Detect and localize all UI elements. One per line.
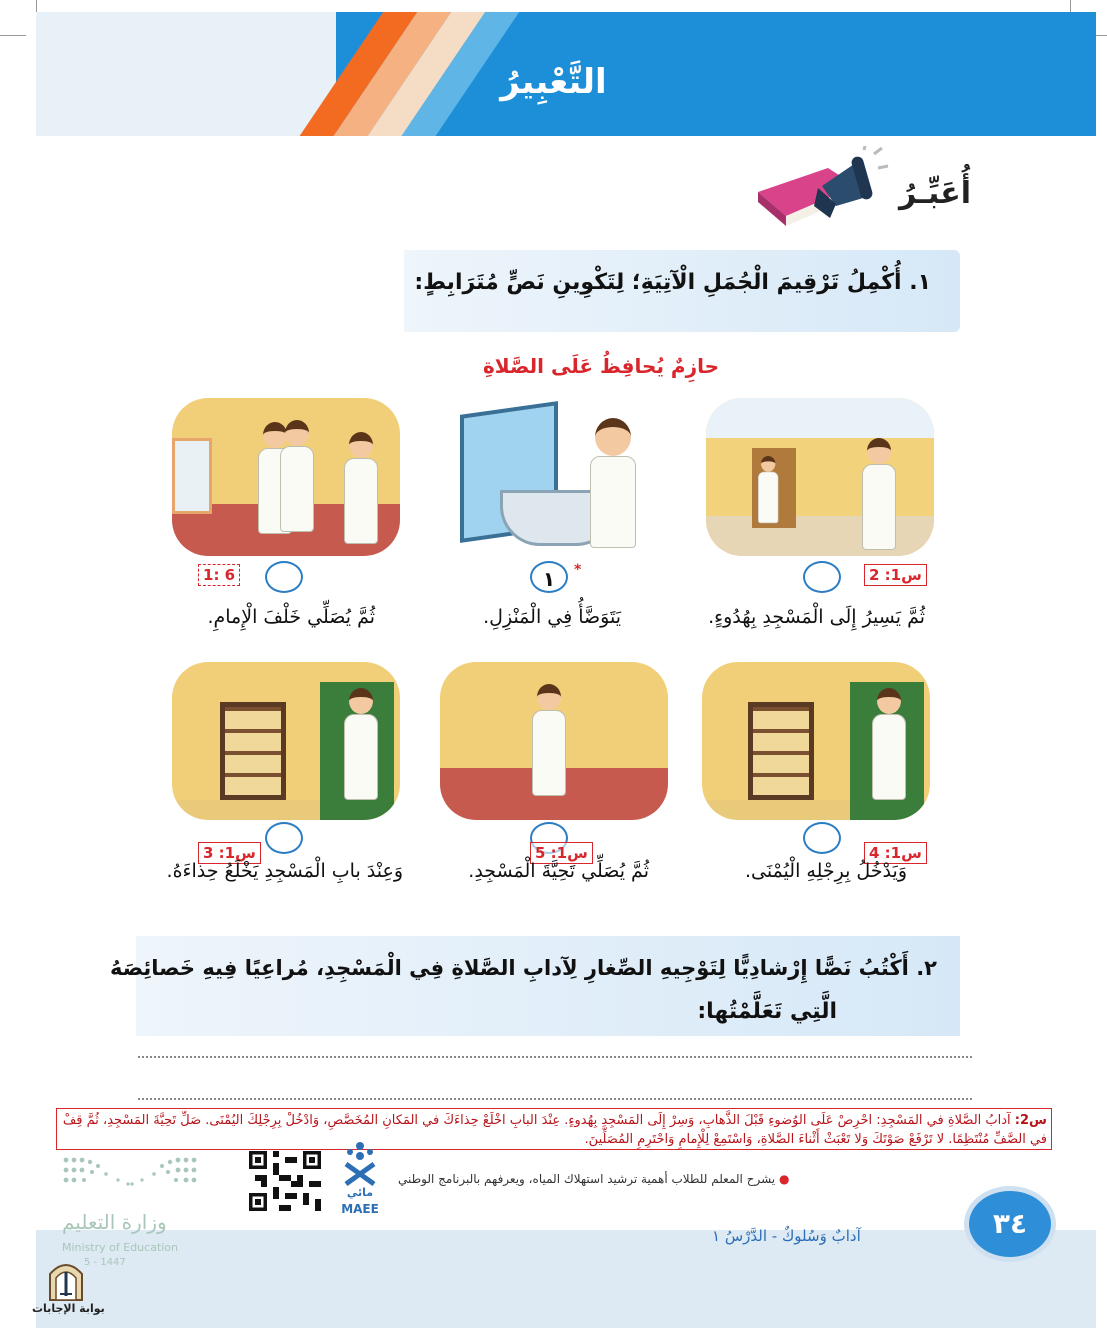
writing-line[interactable] (138, 1098, 972, 1100)
teacher-note-text: يشرح المعلم للطلاب أهمية ترشيد استهلاك المياه، ويعرفهم بالبرنامج الوطني (398, 1172, 776, 1186)
answer-label: س1: 5 (530, 842, 593, 864)
answer-box (56, 1108, 1052, 1150)
portal-logo-icon (46, 1256, 86, 1302)
picture-entering-right-foot (702, 662, 930, 820)
ministry-logo-icon (62, 1154, 198, 1194)
portal-name: بوابة الإجابات (32, 1302, 105, 1315)
sentence-item: وَعِنْدَ بابِ الْمَسْجِدِ يَخْلَعُ حِذاءَهُ. (166, 860, 403, 882)
exercise2-line2: الَّتِي تَعَلَّمْتُها: (697, 999, 837, 1024)
sentence-item: ثُمَّ يُصَلِّي خَلْفَ الْإِمامِ. (207, 606, 375, 628)
picture-wudu-at-sink (440, 398, 668, 556)
answer-box-text: آدابُ الصَّلاةِ في المَسْجِدِ: احْرِصْ عَلَى الوُضوءِ قَبْلَ الذَّهابِ، وَسِرْ إِلَى المَسْجِدِ بِهُدوءٍ. عِنْدَ البابِ اخْلَعْ حِذاءَكَ في المَكانِ المُخَصَّصِ، وَادْخُلْ بِرِجْلِكَ اليُمْنَى. صَلِّ تَحِيَّةَ المَسْجِدِ، ثُمَّ قِفْ في الصَّفِّ مُنْتَظِمًا. لا تَرْفَعْ صَوْتَكَ وَلا تَعْبَثْ أَثْناءَ الصَّلاةِ، وَاسْتَمِعْ لِلْإِمامِ وَاحْتَرِمِ المُصَلِّينَ. (62, 1113, 1047, 1147)
picture-walking-to-mosque (706, 398, 934, 556)
sentence-item: ثُمَّ يُصَلِّي تَحِيَّةَ الْمَسْجِدِ. (468, 860, 649, 882)
answer-box-label: س2: (1014, 1113, 1047, 1128)
book-megaphone-icon (752, 146, 892, 236)
picture-removing-shoes (172, 662, 400, 820)
picture-praying-behind-imam (172, 398, 400, 556)
sentence-item: وَيَدْخُلُ بِرِجْلِهِ الْيُمْنَى. (744, 860, 907, 882)
exercise1-instruction: ١. أُكْمِلُ تَرْقِيمَ الْجُمَلِ الْآتِيَةِ؛ لِتَكْوِينِ نَصٍّ مُتَرَابِطٍ: (414, 270, 931, 295)
order-circle[interactable]: ١ (530, 561, 568, 593)
bullet-icon: ● (775, 1172, 790, 1186)
sentence-item: ثُمَّ يَسِيرُ إِلَى الْمَسْجِدِ بِهُدُوءٍ. (708, 606, 925, 628)
page-title: التَّعْبِيرُ (500, 62, 607, 102)
story-title: حازِمٌ يُحافِظُ عَلَى الصَّلاةِ (482, 354, 720, 378)
edition-year: 5 - 1447 (84, 1257, 126, 1268)
section-title: أُعَبِّـرُ (899, 176, 971, 211)
exercise2-instruction (109, 946, 937, 1034)
qr-code-icon[interactable] (249, 1150, 321, 1212)
answer-label: س1: 4 (864, 842, 927, 864)
water-drop-icon (340, 1140, 380, 1186)
order-circle[interactable] (265, 822, 303, 854)
page-number: ٣٤ (964, 1186, 1056, 1262)
order-circle[interactable] (265, 561, 303, 593)
footer-band (36, 1230, 1096, 1328)
answer-mark: * (574, 562, 582, 578)
order-circle[interactable] (803, 561, 841, 593)
ministry-name-en: Ministry of Education (62, 1241, 179, 1254)
order-circle[interactable] (803, 822, 841, 854)
lesson-label: آدابٌ وَسُلوكٌ - الدَّرْسُ ١ (712, 1227, 861, 1245)
writing-line[interactable] (138, 1056, 972, 1058)
sentence-item: يَتَوَضَّأُ فِي الْمَنْزِلِ. (483, 606, 621, 628)
ministry-name-ar: وزارة التعليم (62, 1210, 167, 1234)
exercise2-line1: ٢. أَكْتُبُ نَصًّا إِرْشادِيًّا لِتَوْجِيهِ الصِّغارِ لِآدابِ الصَّلاةِ فِي الْمَسْجِدِ، مُراعِيًا فِيهِ خَصائِصَهُ (109, 956, 937, 980)
answer-label: 6 :1 (198, 564, 240, 586)
maee-logo (340, 1140, 380, 1220)
crop-mark (0, 35, 26, 36)
teacher-note (398, 1172, 789, 1186)
answer-label: س1: 2 (864, 564, 927, 586)
picture-tahiyyat-masjid (440, 662, 668, 820)
maee-label: مائي (346, 1186, 374, 1199)
answer-label: س1: 3 (198, 842, 261, 864)
maee-en: MAEE (341, 1202, 379, 1216)
